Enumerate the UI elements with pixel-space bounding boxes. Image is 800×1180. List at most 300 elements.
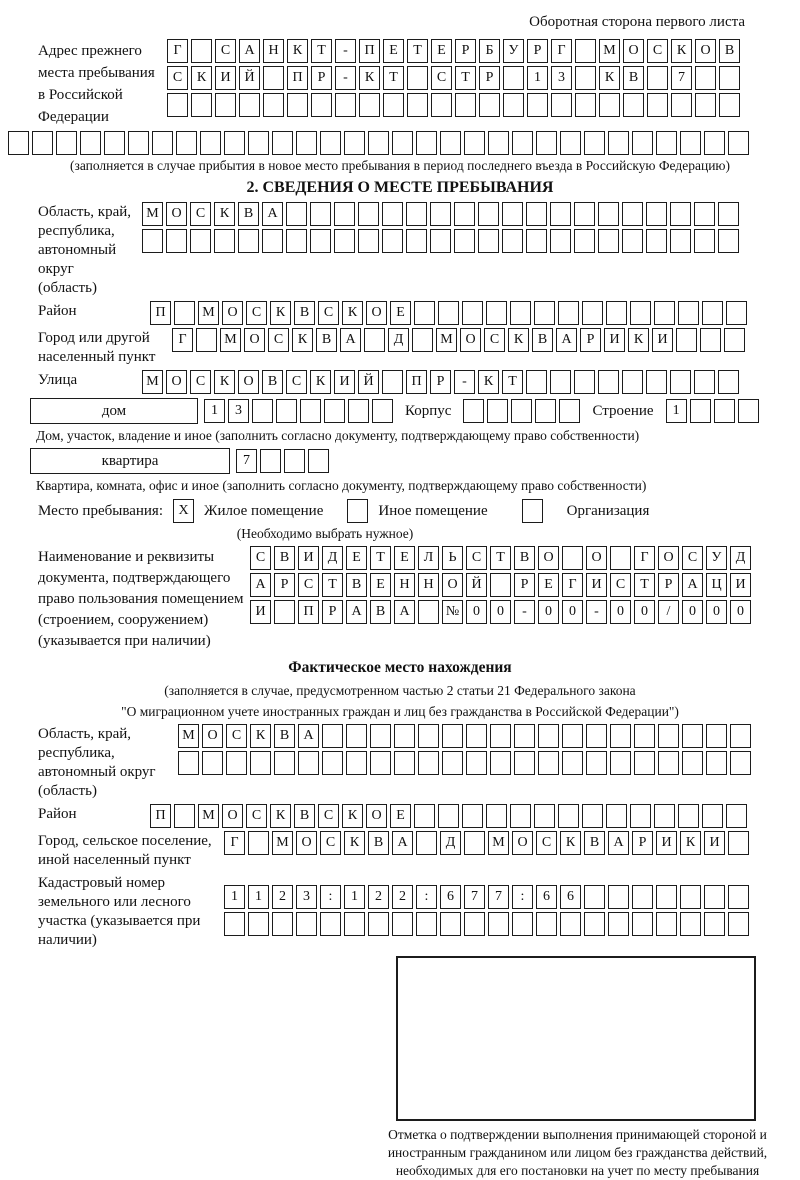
form-cell[interactable]: О [222,804,243,828]
form-cell[interactable] [262,229,283,253]
form-cell[interactable] [730,724,751,748]
form-cell[interactable]: 1 [248,885,269,909]
form-cell[interactable]: С [320,831,341,855]
form-cell[interactable]: К [680,831,701,855]
form-cell[interactable] [658,751,679,775]
form-cell[interactable] [455,93,476,117]
form-cell[interactable]: В [316,328,337,352]
form-cell[interactable] [575,66,596,90]
form-cell[interactable]: М [488,831,509,855]
form-cell[interactable] [418,751,439,775]
form-cell[interactable] [272,912,293,936]
form-cell[interactable] [464,831,485,855]
form-cell[interactable]: 6 [440,885,461,909]
form-cell[interactable]: Р [311,66,332,90]
form-cell[interactable]: К [191,66,212,90]
form-cell[interactable] [550,370,571,394]
form-cell[interactable] [536,912,557,936]
form-cell[interactable] [174,301,195,325]
form-cell[interactable] [359,93,380,117]
form-cell[interactable] [284,449,305,473]
form-cell[interactable] [728,131,749,155]
form-cell[interactable]: Т [502,370,523,394]
form-cell[interactable]: М [272,831,293,855]
form-cell[interactable] [630,301,651,325]
form-cell[interactable] [704,885,725,909]
form-cell[interactable] [344,912,365,936]
form-cell[interactable] [320,912,341,936]
form-cell[interactable]: С [318,804,339,828]
form-cell[interactable]: А [392,831,413,855]
form-cell[interactable] [358,202,379,226]
form-cell[interactable] [8,131,29,155]
form-cell[interactable] [250,751,271,775]
form-cell[interactable]: 0 [466,600,487,624]
form-cell[interactable]: В [584,831,605,855]
form-cell[interactable] [486,301,507,325]
form-cell[interactable]: С [246,301,267,325]
form-cell[interactable]: О [296,831,317,855]
form-cell[interactable] [738,399,759,423]
form-cell[interactable] [584,885,605,909]
form-cell[interactable] [560,131,581,155]
form-cell[interactable] [438,301,459,325]
form-cell[interactable]: Г [562,573,583,597]
form-cell[interactable] [623,93,644,117]
form-cell[interactable] [370,751,391,775]
form-cell[interactable] [550,202,571,226]
form-cell[interactable]: А [250,573,271,597]
form-cell[interactable]: Е [346,546,367,570]
form-cell[interactable] [646,202,667,226]
form-cell[interactable]: С [466,546,487,570]
form-cell[interactable]: К [292,328,313,352]
form-cell[interactable]: / [658,600,679,624]
form-cell[interactable] [538,724,559,748]
form-cell[interactable]: 0 [706,600,727,624]
form-cell[interactable]: Н [263,39,284,63]
form-cell[interactable] [704,912,725,936]
form-cell[interactable] [656,912,677,936]
form-cell[interactable]: Б [479,39,500,63]
form-cell[interactable] [714,399,735,423]
form-cell[interactable]: Р [274,573,295,597]
form-cell[interactable]: Р [632,831,653,855]
form-cell[interactable] [466,751,487,775]
form-cell[interactable] [695,66,716,90]
form-cell[interactable] [503,93,524,117]
form-cell[interactable]: К [342,301,363,325]
form-cell[interactable]: К [508,328,529,352]
form-cell[interactable] [503,66,524,90]
form-cell[interactable]: С [431,66,452,90]
form-cell[interactable] [586,724,607,748]
form-cell[interactable] [610,751,631,775]
form-cell[interactable] [442,724,463,748]
form-cell[interactable]: Р [430,370,451,394]
form-cell[interactable]: 6 [560,885,581,909]
form-cell[interactable] [534,301,555,325]
form-cell[interactable]: 2 [272,885,293,909]
form-cell[interactable]: С [190,370,211,394]
apartment-type-box[interactable]: квартира [30,448,230,474]
form-cell[interactable]: А [394,600,415,624]
form-cell[interactable] [80,131,101,155]
form-cell[interactable] [466,724,487,748]
form-cell[interactable]: Е [383,39,404,63]
form-cell[interactable] [191,93,212,117]
form-cell[interactable] [682,724,703,748]
form-cell[interactable] [440,912,461,936]
form-cell[interactable] [274,751,295,775]
form-cell[interactable]: 6 [536,885,557,909]
form-cell[interactable]: - [514,600,535,624]
form-cell[interactable] [311,93,332,117]
form-cell[interactable]: Й [466,573,487,597]
form-cell[interactable] [478,202,499,226]
form-cell[interactable] [724,328,745,352]
form-cell[interactable]: 2 [368,885,389,909]
form-cell[interactable] [632,912,653,936]
form-cell[interactable]: Й [358,370,379,394]
form-cell[interactable] [166,229,187,253]
form-cell[interactable] [488,912,509,936]
form-cell[interactable]: И [652,328,673,352]
form-cell[interactable] [479,93,500,117]
form-cell[interactable] [551,93,572,117]
form-cell[interactable] [382,370,403,394]
form-cell[interactable] [671,93,692,117]
form-cell[interactable]: О [623,39,644,63]
form-cell[interactable] [438,804,459,828]
form-cell[interactable] [286,202,307,226]
form-cell[interactable] [190,229,211,253]
form-cell[interactable] [536,131,557,155]
form-cell[interactable] [32,131,53,155]
form-cell[interactable]: С [298,573,319,597]
form-cell[interactable]: О [202,724,223,748]
form-cell[interactable]: Л [418,546,439,570]
form-cell[interactable]: Н [418,573,439,597]
form-cell[interactable] [586,751,607,775]
form-cell[interactable]: Ц [706,573,727,597]
form-cell[interactable]: О [695,39,716,63]
form-cell[interactable] [322,751,343,775]
form-cell[interactable] [574,370,595,394]
form-cell[interactable] [382,229,403,253]
form-cell[interactable]: В [274,546,295,570]
form-cell[interactable] [344,131,365,155]
form-cell[interactable] [407,93,428,117]
form-cell[interactable] [584,131,605,155]
form-cell[interactable] [56,131,77,155]
form-cell[interactable] [728,912,749,936]
form-cell[interactable]: И [586,573,607,597]
form-cell[interactable] [682,751,703,775]
checkbox-other-premises[interactable] [347,499,368,523]
form-cell[interactable] [368,131,389,155]
form-cell[interactable]: 0 [490,600,511,624]
form-cell[interactable] [702,804,723,828]
form-cell[interactable] [719,66,740,90]
form-cell[interactable] [526,229,547,253]
form-cell[interactable] [383,93,404,117]
form-cell[interactable]: П [287,66,308,90]
form-cell[interactable] [406,202,427,226]
form-cell[interactable] [680,885,701,909]
form-cell[interactable] [406,229,427,253]
form-cell[interactable]: Е [390,301,411,325]
form-cell[interactable]: С [647,39,668,63]
form-cell[interactable] [394,751,415,775]
form-cell[interactable]: В [623,66,644,90]
form-cell[interactable]: М [436,328,457,352]
form-cell[interactable]: У [503,39,524,63]
form-cell[interactable] [610,724,631,748]
form-cell[interactable]: К [342,804,363,828]
form-cell[interactable] [599,93,620,117]
form-cell[interactable] [224,912,245,936]
form-cell[interactable] [550,229,571,253]
form-cell[interactable] [512,131,533,155]
form-cell[interactable]: В [294,301,315,325]
form-cell[interactable] [430,202,451,226]
form-cell[interactable]: 1 [344,885,365,909]
form-cell[interactable] [416,831,437,855]
form-cell[interactable] [490,724,511,748]
form-cell[interactable] [287,93,308,117]
form-cell[interactable]: 0 [610,600,631,624]
form-cell[interactable]: О [658,546,679,570]
form-cell[interactable]: О [166,370,187,394]
form-cell[interactable] [178,751,199,775]
form-cell[interactable]: Р [658,573,679,597]
form-cell[interactable]: М [220,328,241,352]
form-cell[interactable]: О [442,573,463,597]
form-cell[interactable] [368,912,389,936]
form-cell[interactable] [276,399,297,423]
form-cell[interactable]: В [274,724,295,748]
form-cell[interactable] [678,301,699,325]
form-cell[interactable]: В [370,600,391,624]
form-cell[interactable] [694,370,715,394]
form-cell[interactable] [634,751,655,775]
form-cell[interactable] [200,131,221,155]
form-cell[interactable]: Е [431,39,452,63]
form-cell[interactable]: В [368,831,389,855]
form-cell[interactable]: Н [394,573,415,597]
form-cell[interactable] [382,202,403,226]
form-cell[interactable] [462,804,483,828]
form-cell[interactable]: 0 [682,600,703,624]
form-cell[interactable]: 1 [527,66,548,90]
form-cell[interactable] [559,399,580,423]
form-cell[interactable]: К [344,831,365,855]
form-cell[interactable]: 0 [730,600,751,624]
form-cell[interactable] [464,912,485,936]
form-cell[interactable] [510,301,531,325]
form-cell[interactable]: 7 [488,885,509,909]
form-cell[interactable]: - [335,66,356,90]
form-cell[interactable] [308,449,329,473]
form-cell[interactable]: Р [527,39,548,63]
form-cell[interactable] [562,724,583,748]
form-cell[interactable] [680,131,701,155]
form-cell[interactable] [510,804,531,828]
form-cell[interactable]: М [178,724,199,748]
form-cell[interactable] [574,202,595,226]
form-cell[interactable] [431,93,452,117]
form-cell[interactable]: Г [172,328,193,352]
form-cell[interactable] [719,93,740,117]
form-cell[interactable] [704,131,725,155]
form-cell[interactable] [440,131,461,155]
form-cell[interactable] [647,66,668,90]
form-cell[interactable]: С [682,546,703,570]
form-cell[interactable]: И [334,370,355,394]
form-cell[interactable]: О [366,804,387,828]
form-cell[interactable]: В [262,370,283,394]
form-cell[interactable] [630,804,651,828]
form-cell[interactable]: И [604,328,625,352]
form-cell[interactable] [511,399,532,423]
form-cell[interactable] [718,202,739,226]
form-cell[interactable] [695,93,716,117]
form-cell[interactable] [658,724,679,748]
form-cell[interactable]: Д [730,546,751,570]
form-cell[interactable]: У [706,546,727,570]
form-cell[interactable] [239,93,260,117]
form-cell[interactable] [670,229,691,253]
form-cell[interactable] [322,724,343,748]
form-cell[interactable] [418,600,439,624]
form-cell[interactable] [560,912,581,936]
form-cell[interactable]: : [416,885,437,909]
form-cell[interactable]: А [556,328,577,352]
form-cell[interactable]: И [215,66,236,90]
form-cell[interactable] [104,131,125,155]
form-cell[interactable] [176,131,197,155]
form-cell[interactable] [728,831,749,855]
form-cell[interactable] [527,93,548,117]
form-cell[interactable]: Т [490,546,511,570]
form-cell[interactable]: - [454,370,475,394]
form-cell[interactable]: С [286,370,307,394]
form-cell[interactable] [300,399,321,423]
form-cell[interactable] [680,912,701,936]
form-cell[interactable] [575,93,596,117]
form-cell[interactable]: Д [322,546,343,570]
checkbox-organization[interactable] [522,499,543,523]
form-cell[interactable]: О [244,328,265,352]
form-cell[interactable] [392,912,413,936]
form-cell[interactable] [392,131,413,155]
form-cell[interactable]: К [214,370,235,394]
form-cell[interactable]: В [238,202,259,226]
form-cell[interactable] [364,328,385,352]
form-cell[interactable] [167,93,188,117]
form-cell[interactable] [656,131,677,155]
form-cell[interactable] [502,202,523,226]
form-cell[interactable] [654,301,675,325]
form-cell[interactable]: П [406,370,427,394]
form-cell[interactable]: А [608,831,629,855]
form-cell[interactable] [728,885,749,909]
form-cell[interactable] [726,301,747,325]
form-cell[interactable] [372,399,393,423]
form-cell[interactable] [191,39,212,63]
form-cell[interactable]: Р [514,573,535,597]
form-cell[interactable] [622,202,643,226]
form-cell[interactable]: Е [538,573,559,597]
form-cell[interactable]: 3 [296,885,317,909]
form-cell[interactable] [608,912,629,936]
form-cell[interactable] [634,724,655,748]
form-cell[interactable]: С [610,573,631,597]
form-cell[interactable]: С [226,724,247,748]
form-cell[interactable] [718,370,739,394]
form-cell[interactable]: М [198,804,219,828]
form-cell[interactable] [582,804,603,828]
form-cell[interactable] [274,600,295,624]
form-cell[interactable]: Е [370,573,391,597]
form-cell[interactable] [334,202,355,226]
form-cell[interactable] [346,751,367,775]
form-cell[interactable]: А [682,573,703,597]
form-cell[interactable] [694,229,715,253]
form-cell[interactable] [248,912,269,936]
form-cell[interactable] [676,328,697,352]
form-cell[interactable]: Р [455,39,476,63]
form-cell[interactable] [514,751,535,775]
form-cell[interactable]: К [270,804,291,828]
form-cell[interactable]: О [238,370,259,394]
form-cell[interactable]: 7 [464,885,485,909]
form-cell[interactable]: К [270,301,291,325]
form-cell[interactable]: И [250,600,271,624]
form-cell[interactable]: К [250,724,271,748]
form-cell[interactable] [694,202,715,226]
form-cell[interactable] [584,912,605,936]
form-cell[interactable] [412,328,433,352]
form-cell[interactable]: М [142,202,163,226]
form-cell[interactable] [622,370,643,394]
form-cell[interactable] [414,804,435,828]
form-cell[interactable] [646,370,667,394]
form-cell[interactable] [535,399,556,423]
form-cell[interactable] [310,202,331,226]
form-cell[interactable] [454,202,475,226]
form-cell[interactable] [248,131,269,155]
form-cell[interactable] [706,724,727,748]
form-cell[interactable]: К [214,202,235,226]
form-cell[interactable]: В [294,804,315,828]
form-cell[interactable]: Р [479,66,500,90]
form-cell[interactable]: О [538,546,559,570]
form-cell[interactable] [647,93,668,117]
form-cell[interactable]: О [366,301,387,325]
form-cell[interactable]: Е [390,804,411,828]
form-cell[interactable] [416,912,437,936]
form-cell[interactable] [575,39,596,63]
form-cell[interactable] [462,301,483,325]
form-cell[interactable] [706,751,727,775]
form-cell[interactable] [142,229,163,253]
form-cell[interactable]: Р [580,328,601,352]
form-cell[interactable] [562,546,583,570]
form-cell[interactable]: С [250,546,271,570]
form-cell[interactable] [226,751,247,775]
